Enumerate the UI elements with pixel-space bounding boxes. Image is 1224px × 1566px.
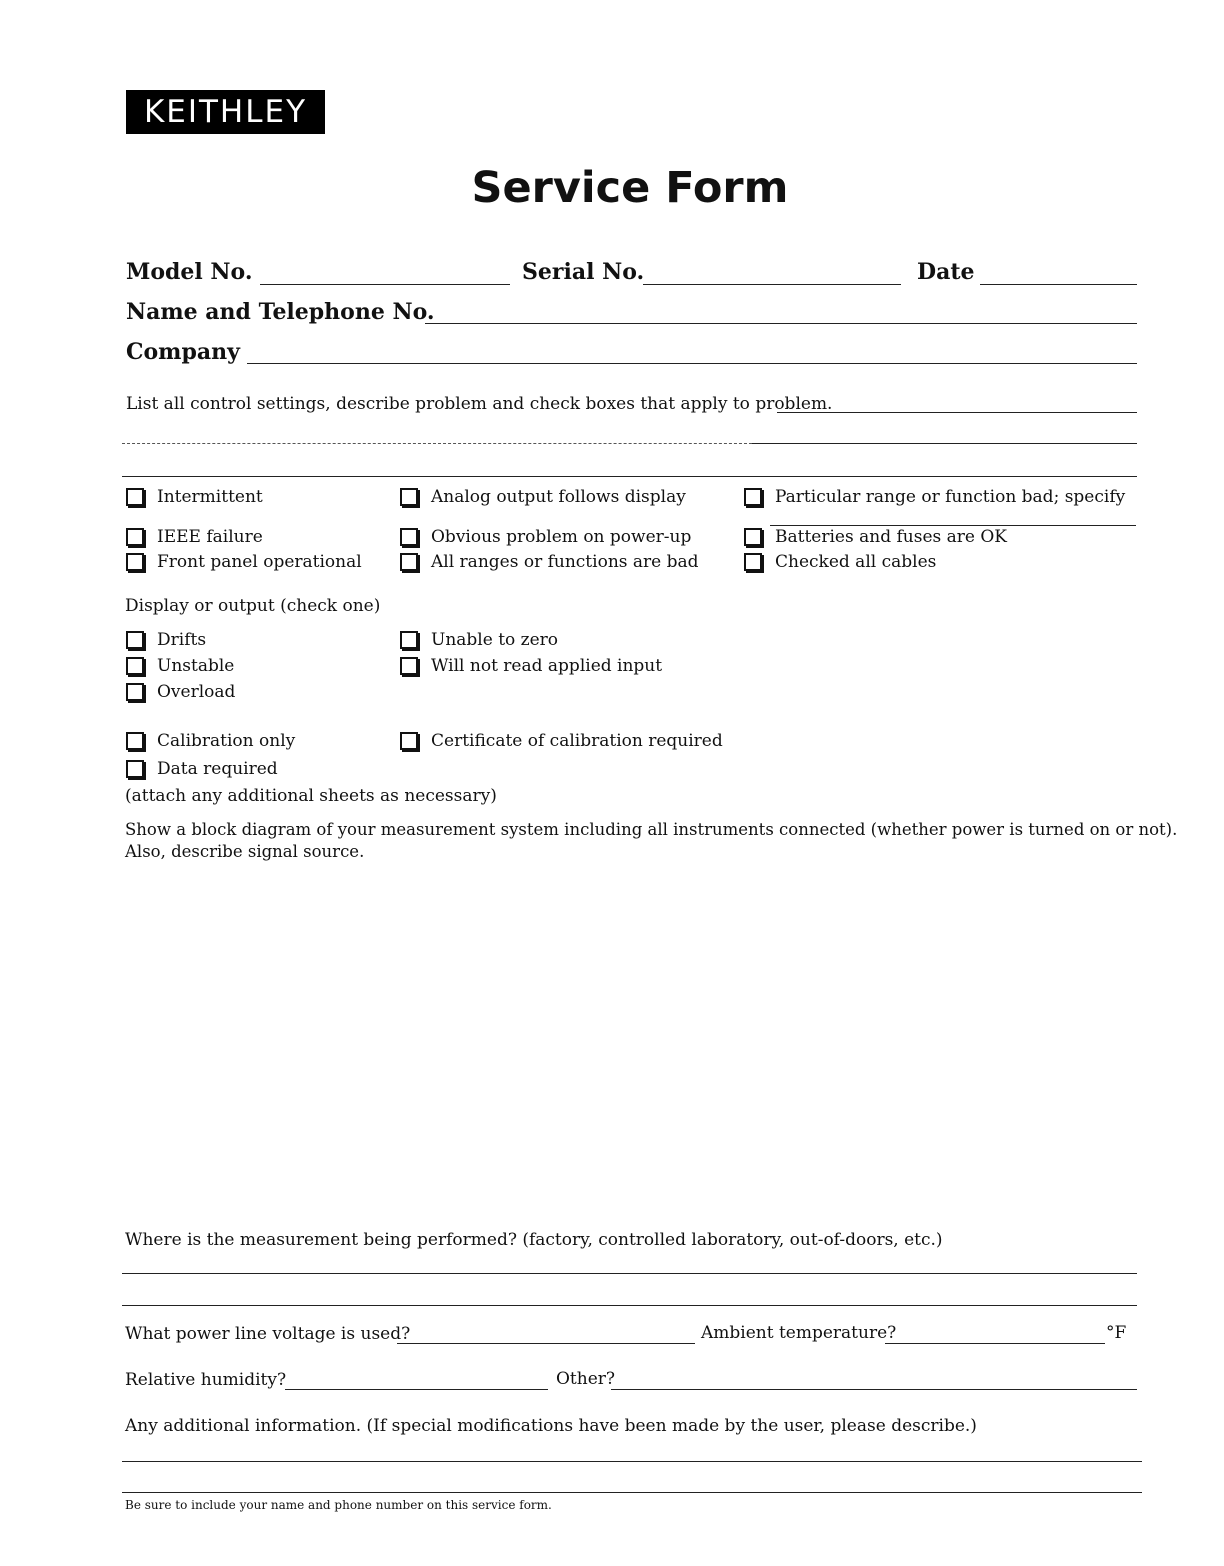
ambient-temp-field[interactable] (885, 1343, 1105, 1344)
settings-line-2-faint (122, 443, 752, 444)
display-output-heading: Display or output (check one) (125, 596, 381, 616)
intermittent-label: Intermittent (157, 487, 263, 507)
settings-line-3[interactable] (122, 476, 1137, 477)
other-label: Other? (556, 1369, 616, 1389)
checkbox-box[interactable] (744, 488, 762, 506)
calibration-only-checkbox[interactable] (126, 731, 295, 751)
checkbox-box[interactable] (744, 528, 762, 546)
overload-label: Overload (157, 682, 236, 702)
checkbox-box[interactable] (126, 732, 144, 750)
ieee-failure-checkbox[interactable] (126, 527, 263, 547)
checkbox-box[interactable] (126, 631, 144, 649)
temp-unit: °F (1106, 1323, 1127, 1343)
particular-range-checkbox[interactable] (744, 487, 1125, 507)
particular-range-label: Particular range or function bad; specify (775, 487, 1126, 507)
other-field[interactable] (611, 1389, 1137, 1390)
checkbox-box[interactable] (400, 732, 418, 750)
drifts-label: Drifts (157, 630, 207, 650)
footer-note: Be sure to include your name and phone number on this service form. (125, 1498, 552, 1512)
unstable-checkbox[interactable] (126, 656, 234, 676)
checkbox-box[interactable] (400, 528, 418, 546)
humidity-field[interactable] (285, 1389, 548, 1390)
obvious-problem-label: Obvious problem on power-up (431, 527, 692, 547)
model-no-label: Model No. (126, 259, 253, 285)
block-diagram-line1: Show a block diagram of your measurement system including all instruments connected (whether power is turned on or not). (125, 820, 1178, 839)
additional-line-2[interactable] (122, 1492, 1142, 1493)
analog-output-checkbox[interactable] (400, 487, 686, 507)
obvious-problem-checkbox[interactable] (400, 527, 691, 547)
intermittent-checkbox[interactable] (126, 487, 263, 507)
checked-cables-label: Checked all cables (775, 552, 937, 572)
batteries-fuses-checkbox[interactable] (744, 527, 1007, 547)
all-ranges-label: All ranges or functions are bad (431, 552, 699, 572)
where-line-1[interactable] (122, 1273, 1137, 1274)
page-title: Service Form (471, 163, 789, 213)
additional-line-1[interactable] (122, 1461, 1142, 1462)
humidity-label: Relative humidity? (125, 1370, 287, 1390)
additional-info-label: Any additional information. (If special modifications have been made by the user, please describe.) (125, 1416, 977, 1436)
date-label: Date (917, 259, 975, 285)
where-question: Where is the measurement being performed? (factory, controlled laboratory, out-of-doors, etc.) (125, 1230, 943, 1250)
all-ranges-checkbox[interactable] (400, 552, 699, 572)
unable-zero-checkbox[interactable] (400, 630, 558, 650)
certificate-checkbox[interactable] (400, 731, 723, 751)
serial-no-label: Serial No. (522, 259, 645, 285)
power-line-label: What power line voltage is used? (125, 1324, 411, 1344)
date-field[interactable] (980, 284, 1137, 285)
ambient-temp-label: Ambient temperature? (701, 1323, 897, 1343)
checkbox-box[interactable] (400, 657, 418, 675)
ieee-failure-label: IEEE failure (157, 527, 263, 547)
block-diagram-line2: Also, describe signal source. (125, 842, 365, 861)
data-required-label: Data required (157, 759, 278, 779)
calibration-only-label: Calibration only (157, 731, 296, 751)
checkbox-box[interactable] (400, 553, 418, 571)
checkbox-box[interactable] (126, 760, 144, 778)
checkbox-box[interactable] (400, 488, 418, 506)
logo-text: KEITHLEY (143, 93, 308, 130)
power-line-field[interactable] (397, 1343, 695, 1344)
overload-checkbox[interactable] (126, 682, 235, 702)
front-panel-label: Front panel operational (157, 552, 362, 572)
attach-note: (attach any additional sheets as necessary) (125, 786, 497, 806)
unable-zero-label: Unable to zero (431, 630, 559, 650)
serial-no-field[interactable] (643, 284, 901, 285)
checkbox-box[interactable] (126, 488, 144, 506)
will-not-read-label: Will not read applied input (431, 656, 663, 676)
instructions-text: List all control settings, describe problem and check boxes that apply to problem. (126, 394, 833, 414)
checkbox-box[interactable] (744, 553, 762, 571)
name-phone-label: Name and Telephone No. (126, 299, 435, 325)
settings-line-1[interactable] (777, 412, 1137, 413)
company-field[interactable] (247, 363, 1137, 364)
drifts-checkbox[interactable] (126, 630, 206, 650)
settings-line-2[interactable] (752, 443, 1137, 444)
checked-cables-checkbox[interactable] (744, 552, 936, 572)
unstable-label: Unstable (157, 656, 235, 676)
company-label: Company (126, 339, 240, 365)
will-not-read-checkbox[interactable] (400, 656, 662, 676)
checkbox-box[interactable] (126, 528, 144, 546)
where-line-2[interactable] (122, 1305, 1137, 1306)
model-no-field[interactable] (260, 284, 510, 285)
name-phone-field[interactable] (425, 323, 1137, 324)
front-panel-checkbox[interactable] (126, 552, 362, 572)
checkbox-box[interactable] (400, 631, 418, 649)
batteries-fuses-label: Batteries and fuses are OK (775, 527, 1007, 547)
certificate-label: Certificate of calibration required (431, 731, 723, 751)
data-required-checkbox[interactable] (126, 759, 278, 779)
block-diagram-area[interactable] (122, 870, 1137, 1220)
analog-output-label: Analog output follows display (431, 487, 686, 507)
keithley-logo (126, 90, 325, 134)
checkbox-box[interactable] (126, 683, 144, 701)
checkbox-box[interactable] (126, 553, 144, 571)
checkbox-box[interactable] (126, 657, 144, 675)
specify-field[interactable] (770, 525, 1136, 526)
